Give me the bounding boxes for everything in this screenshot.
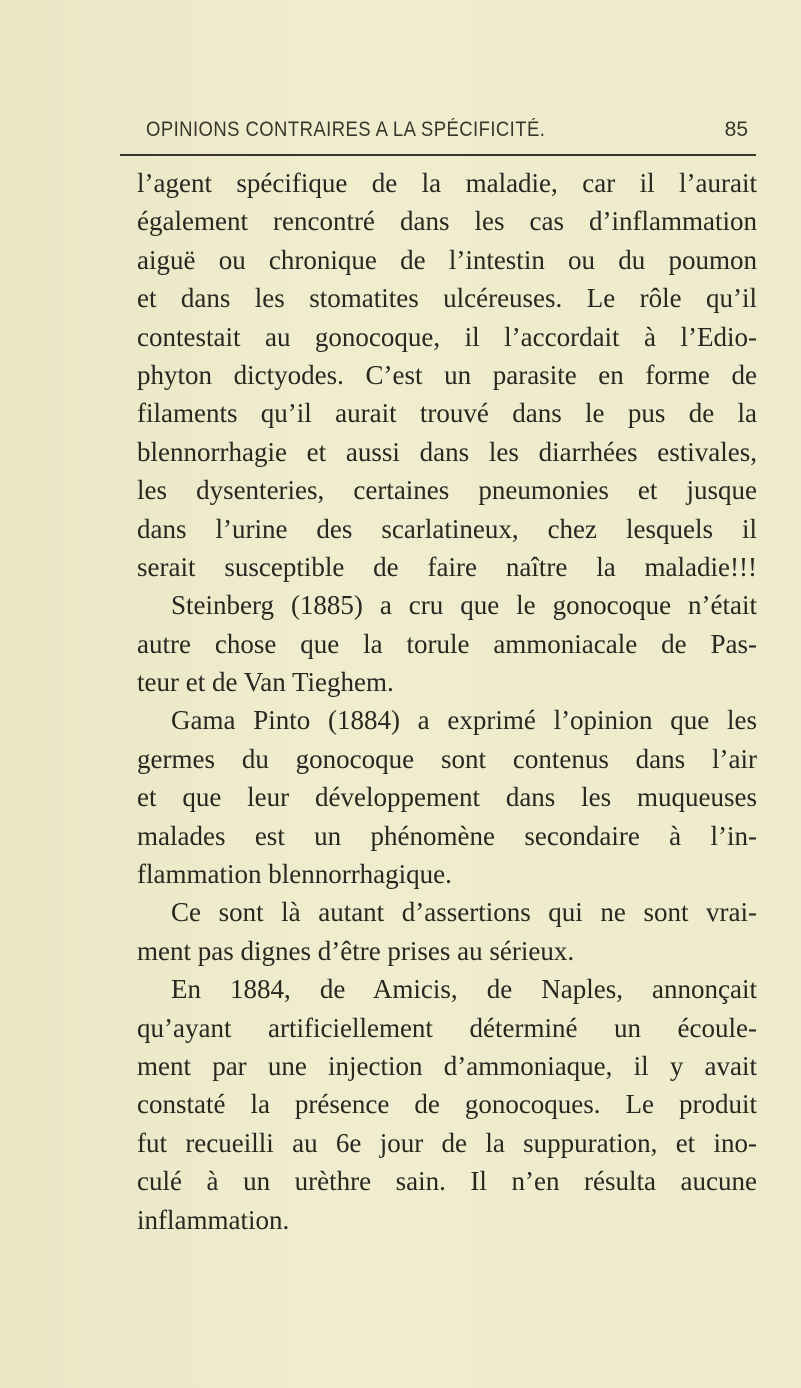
text-line: et que leur développement dans les muqueuses <box>137 782 757 813</box>
text-line: les dysenteries, certaines pneumonies et jusque <box>137 475 757 506</box>
text-line: l’agent spécifique de la maladie, car il l’aurait <box>137 168 757 198</box>
text-line: teur et de Van Tieghem. <box>137 667 394 698</box>
page-header <box>120 118 756 148</box>
text-line: et dans les stomatites ulcéreuses. Le rôle qu’il <box>137 283 757 314</box>
page-number: 85 <box>724 118 748 141</box>
text-line: En 1884, de Amicis, de Naples, annonçait <box>171 974 757 1005</box>
text-line: Steinberg (1885) a cru que le gonocoque n’était <box>171 590 757 621</box>
body-text <box>137 164 757 1239</box>
text-line: inflammation. <box>137 1204 290 1235</box>
text-line: filaments qu’il aurait trouvé dans le pus de la <box>137 398 757 429</box>
running-title: OPINIONS CONTRAIRES A LA SPÉCIFICITÉ. <box>146 118 546 141</box>
header-rule <box>120 154 756 156</box>
text-line: qu’ayant artificiellement déterminé un écoule- <box>137 1012 757 1043</box>
text-line: fut recueilli au 6e jour de la suppuration, et ino- <box>137 1127 757 1158</box>
text-line: dans l’urine des scarlatineux, chez lesquels il <box>137 513 757 544</box>
text-line: blennorrhagie et aussi dans les diarrhées estivales, <box>137 436 757 467</box>
text-line: phyton dictyodes. C’est un parasite en forme de <box>137 359 757 390</box>
text-line: malades est un phénomène secondaire à l’in- <box>137 820 757 851</box>
text-line: ment par une injection d’ammoniaque, il y avait <box>137 1050 757 1081</box>
text-line: contestait au gonocoque, il l’accordait à l’Edio- <box>137 321 757 352</box>
text-line: flammation blennorrhagique. <box>137 859 452 890</box>
text-line: Gama Pinto (1884) a exprimé l’opinion que les <box>171 705 757 736</box>
text-line: Ce sont là autant d’assertions qui ne sont vrai- <box>171 897 757 928</box>
text-line: aiguë ou chronique de l’intestin ou du poumon <box>137 244 757 275</box>
text-line: ment pas dignes d’être prises au sérieux. <box>137 935 575 966</box>
text-line: serait susceptible de faire naître la maladie!!! <box>137 551 757 582</box>
text-line: culé à un urèthre sain. Il n’en résulta aucune <box>137 1166 757 1197</box>
text-line: autre chose que la torule ammoniacale de Pas- <box>137 628 757 659</box>
text-line: germes du gonocoque sont contenus dans l’air <box>137 743 757 774</box>
text-line: constaté la présence de gonocoques. Le produit <box>137 1089 757 1120</box>
text-line: également rencontré dans les cas d’inflammation <box>137 206 757 237</box>
